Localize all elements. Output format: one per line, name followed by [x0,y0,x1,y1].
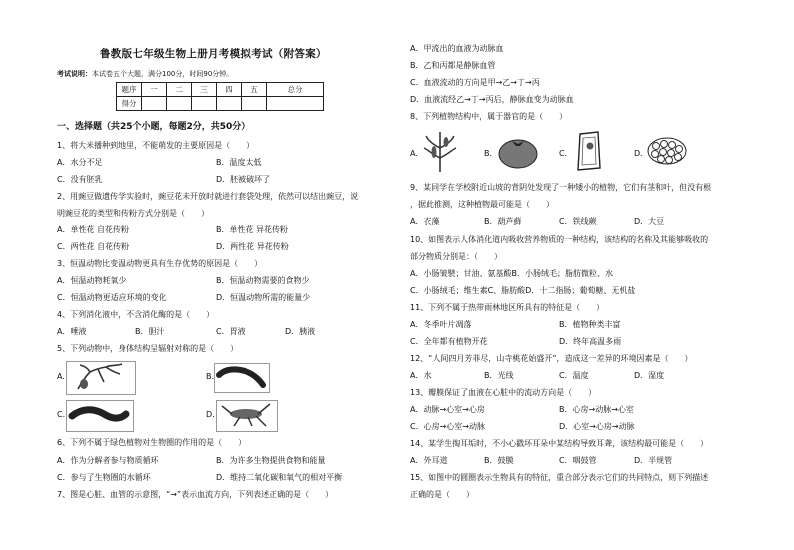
option-5d-label: D. [206,410,215,419]
option-6a: A．作为分解者参与物质循环 [57,456,159,465]
option-8a-label: A． [410,149,424,158]
question-13: 13、瓣膜保证了血液在心脏中的流动方向是（ ） [410,388,597,397]
option-4d: D．胰液 [285,327,316,336]
option-13d: D．心室→心房→动脉 [559,422,635,431]
option-14b: B．鼓膜 [484,456,514,465]
score-cell [267,97,324,111]
option-13a: A．动脉→心室→心房 [410,405,485,414]
option-5c-label: C. [57,410,66,419]
question-3: 3、恒温动物比变温动物更具有生存优势的原因是（ ） [57,259,263,268]
score-header: 题序 [117,83,142,97]
page-title: 鲁教版七年级生物上册月考模拟考试（附答案） [100,48,327,60]
option-2b: B．单性花 异花传粉 [216,225,289,234]
option-6d: D．维持二氧化碳和氧气的相对平衡 [216,473,343,482]
score-cell [242,97,267,111]
grasshopper-icon [218,402,274,428]
option-11a: A．冬季叶片凋落 [410,320,472,329]
option-5b-label: B. [206,372,215,381]
exam-instructions [57,69,233,79]
option-14d: D．半规管 [634,456,673,465]
option-11d: D．终年高温多雨 [559,337,622,346]
option-5a-label: A. [57,372,65,381]
question-6: 6、下列不属于绿色植物对生物圈的作用的是（ ） [57,438,247,447]
option-9b: B．葫芦藓 [484,217,522,226]
option-9d: D．大豆 [634,217,665,226]
score-header: 四 [217,83,242,97]
tissue-cells-icon [646,136,688,166]
option-7c: C．血液流动的方向是甲→乙→丁→丙 [410,78,540,87]
option-6c: C．参与了生物圈的水循环 [57,473,151,482]
score-cell [142,97,167,111]
question-9-line1: 9、某同学在学校附近山坡的背阴处发现了一种矮小的植物，它们有茎和叶，但没有根 [410,183,712,192]
option-3a: A．恒温动物耗氧少 [57,276,127,285]
option-1c: C．没有胚乳 [57,175,103,184]
question-4: 4、下列消化液中，不含消化酶的是（ ） [57,310,215,319]
leech-icon [215,365,267,389]
option-8b-label: B． [484,149,498,158]
score-header: 一 [142,83,167,97]
option-1d: D．胚被破坏了 [216,175,271,184]
section-heading: 一、选择题（共25个小题，每题2分，共50分） [57,122,251,132]
question-5: 5、下列动物中，身体结构呈辐射对称的是（ ） [57,344,239,353]
option-8c-label: C． [559,149,573,158]
score-cell [217,97,242,111]
option-6b: B．为许多生物提供食物和能量 [216,456,326,465]
question-2-line1: 2、用豌豆做遗传学实验时，豌豆花未开放时就进行套袋处理，依然可以结出豌豆，说 [57,192,359,201]
question-10-line2: 部分物质分别是：（ ） [410,252,502,261]
option-4b: B．胆汁 [135,327,165,336]
question-14: 14、某学生掏耳垢时，不小心戳坏耳朵中某结构导致耳聋，该结构最可能是（ ） [410,439,709,448]
coral-polyp-icon [70,362,130,392]
option-4a: A．唾液 [57,327,87,336]
score-table-header-row [117,83,324,97]
option-12c: C．温度 [559,371,589,380]
option-1b: B．温度太低 [216,158,262,167]
earthworm-icon [68,402,130,428]
option-10cd: C．小肠绒毛；维生素C、脂肪酸D．十二指肠；葡萄糖、无机盐 [410,286,636,295]
option-2c: C．两性花 自花传粉 [57,242,130,251]
question-7: 7、图是心脏、血管的示意图，“→”表示血流方向，下列表述正确的是（ ） [57,490,334,499]
option-13b: B．心房→动脉→心室 [559,405,634,414]
question-2-line2: 明豌豆花的类型和传粉方式分别是（ ） [57,209,209,218]
option-9a: A．衣藻 [410,217,440,226]
option-2a: A．单性花 自花传粉 [57,225,130,234]
option-11c: C．全年都有植物开花 [410,337,488,346]
option-2d: D．两性花 异花传粉 [216,242,289,251]
option-7a: A．甲流出的血液为动脉血 [410,44,504,53]
question-10-line1: 10、如图表示人体消化道内吸收营养物质的一种结构，该结构的名称及其能够吸收的 [410,235,709,244]
option-12b: B．光线 [484,371,514,380]
instructions-text: 本试卷五个大题，满分100分，时间90分钟。 [92,70,234,78]
option-4c: C．胃液 [216,327,246,336]
score-table [116,82,324,111]
option-9c: C．铁线蕨 [559,217,597,226]
score-header: 二 [167,83,192,97]
option-1a: A．水分不足 [57,158,103,167]
option-14a: A．外耳道 [410,456,448,465]
score-cell [192,97,217,111]
question-12: 12、“人间四月芳菲尽，山寺桃花始盛开”，造成这一差异的环境因素是（ ） [410,354,693,363]
option-10ab: A．小肠皱襞；甘油、氨基酸B．小肠绒毛；脂肪微粒、水 [410,269,613,278]
question-8: 8、下列植物结构中，属于器官的是（ ） [410,112,568,121]
option-13c: C．心房→心室→动脉 [410,422,485,431]
option-12d: D．湿度 [634,371,665,380]
question-9-line2: ，据此推测，这种植物最可能是（ ） [410,200,554,209]
score-header: 总分 [267,83,324,97]
plant-cell-icon [572,130,604,172]
instructions-label: 考试说明： [57,70,92,78]
option-3d: D．恒温动物所需的能量少 [216,293,311,302]
option-14c: C．咽鼓管 [559,456,597,465]
option-12a: A．水 [410,371,432,380]
question-11: 11、下列不属于热带雨林地区所具有的特征是（ ） [410,303,605,312]
option-7d: D．血液流经乙→丁→丙后，静脉血变为动脉血 [410,95,574,104]
score-header: 三 [192,83,217,97]
option-11b: B．植物种类丰富 [559,320,621,329]
option-8d-label: D． [634,149,649,158]
corn-plant-icon [422,128,458,172]
option-3b: B．恒温动物需要的食物少 [216,276,310,285]
option-7b: B．乙和丙都是静脉血管 [410,61,496,70]
tomato-icon [496,134,540,170]
score-row-label: 得分 [117,97,142,111]
score-header: 五 [242,83,267,97]
score-cell [167,97,192,111]
score-table-score-row [117,97,324,111]
question-15-line2: 正确的是（ ） [410,490,474,499]
question-1: 1、将大米播种到地里，不能萌发的主要原因是（ ） [57,141,255,150]
question-15-line1: 15、如图中的圆圈表示生物具有的特征，重合部分表示它们的共同特点，则下列描述 [410,473,709,482]
option-3c: C．恒温动物更适应环境的变化 [57,293,167,302]
